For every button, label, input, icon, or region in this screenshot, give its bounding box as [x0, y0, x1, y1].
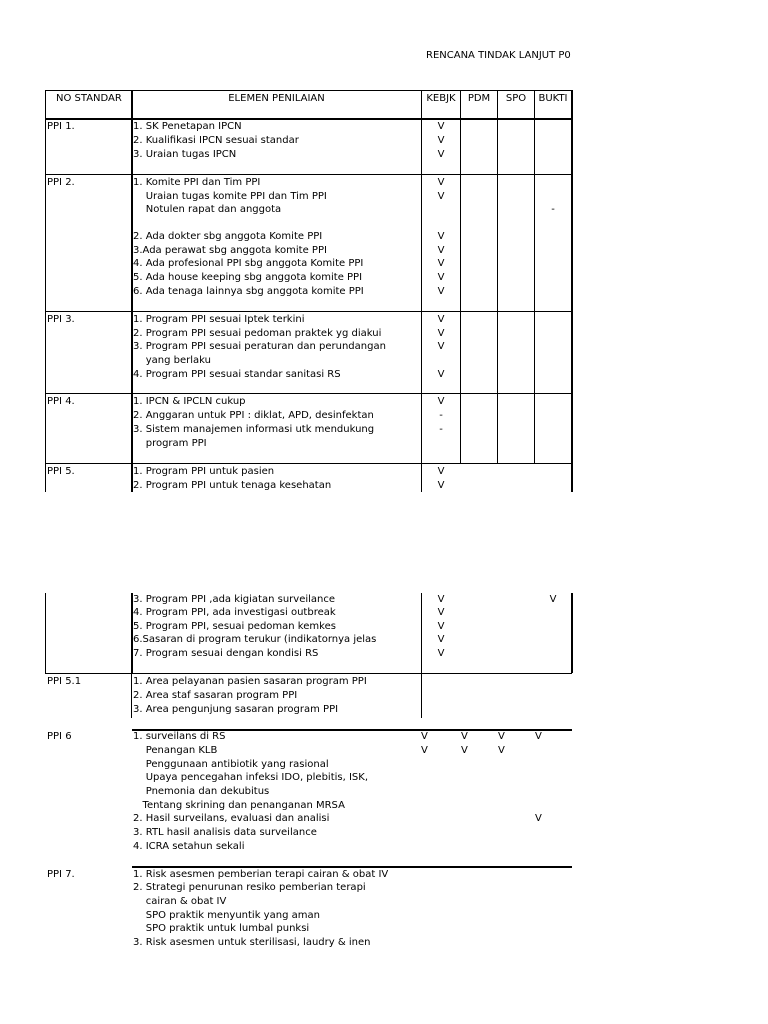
header-pdm: PDM	[467, 93, 491, 104]
element-text: 3. Area pengunjung sasaran program PPI	[133, 704, 339, 715]
kebjk-mark: V	[437, 231, 445, 242]
kebjk-mark: V	[421, 731, 428, 742]
element-text: 6.Sasaran di program terukur (indikatornya jelas	[133, 634, 377, 645]
element-text: 2. Anggaran untuk PPI : diklat, APD, desinfektan	[133, 410, 374, 421]
element-text: 2. Hasil surveilans, evaluasi dan analisi	[133, 813, 330, 824]
header-bukti: BUKTI	[538, 93, 568, 104]
kebjk-mark: V	[437, 245, 445, 256]
standard-code: PPI 1.	[47, 121, 75, 132]
element-text: 5. Program PPI, sesuai pedoman kemkes	[133, 621, 336, 632]
standard-code: PPI 5.	[47, 466, 75, 477]
column-line	[131, 673, 132, 718]
element-text: 5. Ada house keeping sbg anggota komite PPI	[133, 272, 363, 283]
kebjk-mark: V	[437, 621, 445, 632]
section-divider	[45, 463, 572, 464]
element-text: 3. Program PPI sesuai peraturan dan perundangan	[133, 341, 386, 352]
element-text: 3. RTL hasil analisis data surveilance	[133, 827, 317, 838]
kebjk-mark: -	[439, 424, 443, 435]
page-title: RENCANA TINDAK LANJUT P0	[426, 50, 571, 61]
kebjk-mark: V	[437, 286, 445, 297]
section-divider	[132, 866, 572, 868]
section-divider	[45, 174, 572, 175]
element-text: 3. Program PPI ,ada kigiatan surveilance	[133, 594, 336, 605]
kebjk-mark: V	[437, 272, 445, 283]
kebjk-mark: V	[437, 480, 445, 491]
element-text: 4. Program PPI sesuai standar sanitasi RS	[133, 369, 341, 380]
standard-code: PPI 7.	[47, 869, 75, 880]
column-line	[460, 90, 461, 463]
element-text: 1. Program PPI untuk pasien	[133, 466, 275, 477]
kebjk-mark: -	[439, 410, 443, 421]
kebjk-mark: V	[421, 745, 428, 756]
element-text: 3. Uraian tugas IPCN	[133, 149, 237, 160]
kebjk-mark: V	[437, 648, 445, 659]
header-spo: SPO	[505, 93, 527, 104]
element-text: Penangan KLB	[133, 745, 218, 756]
spo-mark: V	[498, 731, 505, 742]
header-kebjk: KEBJK	[426, 93, 456, 104]
element-text: Pnemonia dan dekubitus	[133, 786, 270, 797]
kebjk-mark: V	[437, 607, 445, 618]
kebjk-mark: V	[437, 258, 445, 269]
element-text: 1. Area pelayanan pasien sasaran program PPI	[133, 676, 367, 687]
bukti-mark: V	[549, 594, 557, 605]
pdm-mark: V	[461, 745, 468, 756]
column-line	[571, 90, 573, 492]
element-text: cairan & obat IV	[133, 896, 227, 907]
element-text: Uraian tugas komite PPI dan Tim PPI	[133, 191, 327, 202]
column-line	[497, 90, 498, 463]
element-text: 2. Program PPI sesuai pedoman praktek yg diakui	[133, 328, 382, 339]
kebjk-mark: V	[437, 121, 445, 132]
element-text: 2. Area staf sasaran program PPI	[133, 690, 298, 701]
column-line	[45, 90, 46, 492]
standard-code: PPI 2.	[47, 177, 75, 188]
standard-code: PPI 3.	[47, 314, 75, 325]
kebjk-mark: V	[437, 369, 445, 380]
section-divider	[45, 673, 572, 674]
element-text: Penggunaan antibiotik yang rasional	[133, 759, 329, 770]
bukti-mark: V	[535, 813, 542, 824]
kebjk-mark: V	[437, 594, 445, 605]
element-text: 3.Ada perawat sbg anggota komite PPI	[133, 245, 327, 256]
element-text: SPO praktik menyuntik yang aman	[133, 910, 320, 921]
header-no-standar: NO STANDAR	[56, 93, 122, 104]
element-text: 2. Kualifikasi IPCN sesuai standar	[133, 135, 299, 146]
element-text: 1. Komite PPI dan Tim PPI	[133, 177, 261, 188]
element-text: 4. Program PPI, ada investigasi outbreak	[133, 607, 336, 618]
element-text: 1. SK Penetapan IPCN	[133, 121, 242, 132]
section-divider	[45, 311, 572, 312]
element-text: 1. Risk asesmen pemberian terapi cairan & obat IV	[133, 869, 389, 880]
element-text: 2. Ada dokter sbg anggota Komite PPI	[133, 231, 323, 242]
bukti-mark: -	[551, 204, 555, 215]
element-text: 2. Strategi penurunan resiko pemberian terapi	[133, 882, 366, 893]
element-text: Tentang skrining dan penanganan MRSA	[133, 800, 345, 811]
kebjk-mark: V	[437, 466, 445, 477]
element-text: 1. surveilans di RS	[133, 731, 226, 742]
section-divider	[45, 393, 572, 394]
kebjk-mark: V	[437, 149, 445, 160]
spo-mark: V	[498, 745, 505, 756]
element-text: SPO praktik untuk lumbal punksi	[133, 923, 310, 934]
element-text: 2. Program PPI untuk tenaga kesehatan	[133, 480, 332, 491]
element-text: 3. Sistem manajemen informasi utk mendukung	[133, 424, 375, 435]
kebjk-mark: V	[437, 191, 445, 202]
column-line	[45, 593, 46, 673]
column-line	[571, 593, 573, 673]
element-text: Upaya pencegahan infeksi IDO, plebitis, ISK,	[133, 772, 369, 783]
standard-code: PPI 5.1	[47, 676, 82, 687]
element-text: 4. Ada profesional PPI sbg anggota Komite PPI	[133, 258, 364, 269]
kebjk-mark: V	[437, 177, 445, 188]
column-line	[534, 90, 535, 463]
kebjk-mark: V	[437, 328, 445, 339]
kebjk-mark: V	[437, 396, 445, 407]
element-text: 3. Risk asesmen untuk sterilisasi, laudry & inen	[133, 937, 371, 948]
element-text: 6. Ada tenaga lainnya sbg anggota komite PPI	[133, 286, 364, 297]
element-text: 1. Program PPI sesuai Iptek terkini	[133, 314, 305, 325]
element-text: yang berlaku	[133, 355, 211, 366]
header-bottom-border	[45, 118, 572, 120]
pdm-mark: V	[461, 731, 468, 742]
kebjk-mark: V	[437, 634, 445, 645]
standard-code: PPI 4.	[47, 396, 75, 407]
element-text: Notulen rapat dan anggota	[133, 204, 282, 215]
table-top-border	[45, 90, 572, 91]
bukti-mark: V	[535, 731, 542, 742]
header-elemen-penilaian: ELEMEN PENILAIAN	[228, 93, 325, 104]
column-line	[421, 673, 422, 718]
element-text: 7. Program sesuai dengan kondisi RS	[133, 648, 319, 659]
element-text: 4. ICRA setahun sekali	[133, 841, 245, 852]
element-text: 1. IPCN & IPCLN cukup	[133, 396, 246, 407]
element-text: program PPI	[133, 438, 207, 449]
kebjk-mark: V	[437, 341, 445, 352]
standard-code: PPI 6	[47, 731, 72, 742]
kebjk-mark: V	[437, 135, 445, 146]
kebjk-mark: V	[437, 314, 445, 325]
